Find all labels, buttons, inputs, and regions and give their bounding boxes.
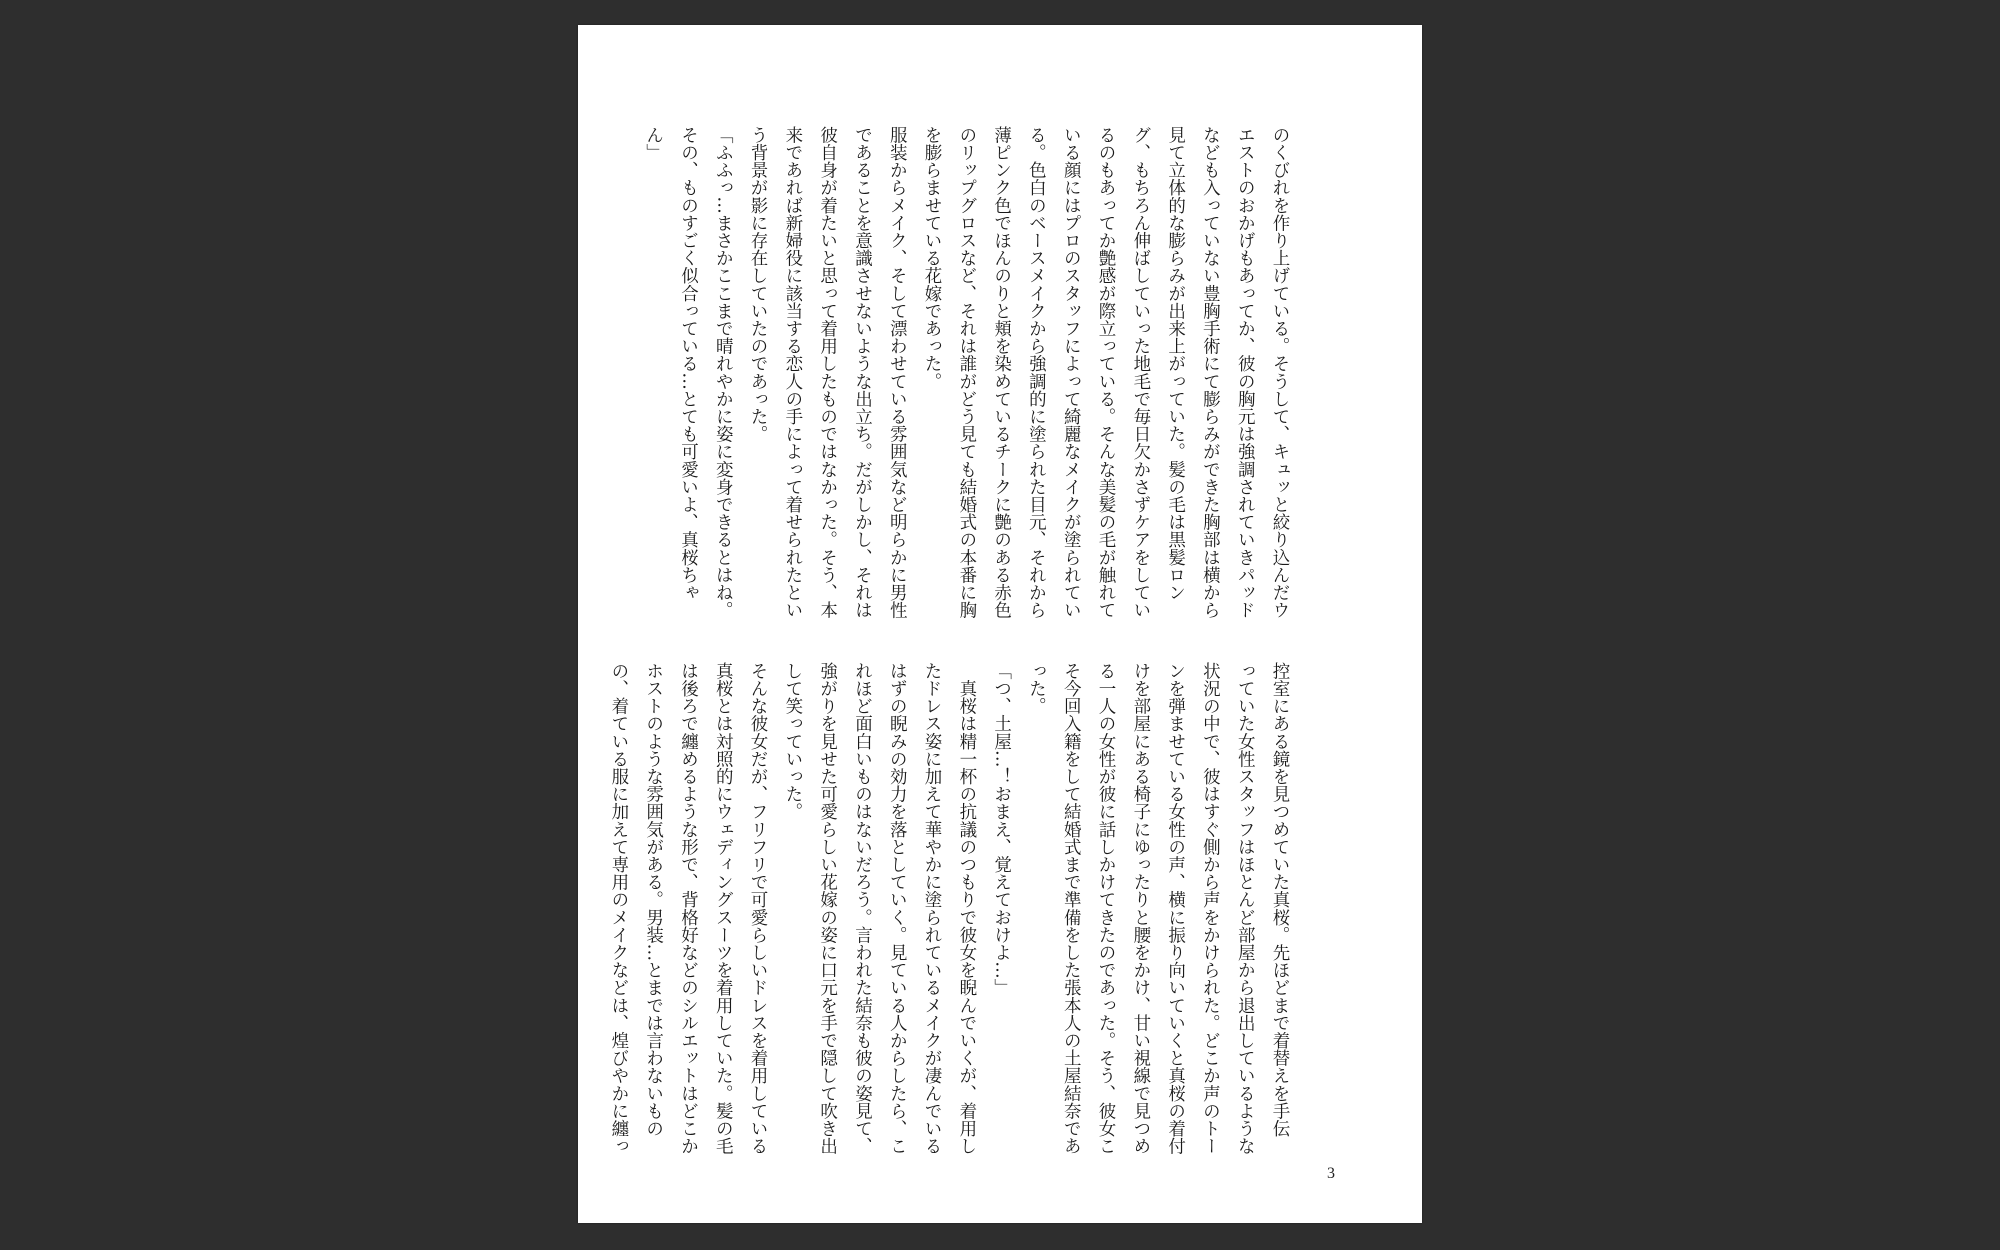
text-column: の、着ている服に加えて専用のメイクなどは、煌びやかに纏っ — [608, 662, 629, 1155]
text-column: 状況の中で、彼はすぐ側から声をかけられた。どこか声のトー — [1200, 662, 1221, 1155]
text-column: った。 — [1026, 662, 1047, 715]
text-column: であることを意識させないような出立ち。だがしかし、それは — [852, 126, 873, 619]
text-column: 真桜とは対照的にウェディングスーツを着用していた。髪の毛 — [713, 662, 734, 1155]
text-column: 「つ、土屋…！おまえ、覚えておけよ…」 — [991, 662, 1012, 997]
text-column: のくびれを作り上げている。そうして、キュッと絞り込んだウ — [1270, 126, 1290, 619]
text-column: いる顔にはプロのスタッフによって綺麗なメイクが塗られてい — [1061, 126, 1082, 619]
page-number: 3 — [1327, 1165, 1335, 1182]
text-column: 強がりを見せた可愛らしい花嫁の姿に口元を手で隠して吹き出 — [817, 662, 838, 1155]
text-column: そんな彼女だが、フリフリで可愛らしいドレスを着用している — [748, 662, 769, 1155]
text-column: けを部屋にある椅子にゆったりと腰をかけ、甘い視線で見つめ — [1130, 662, 1151, 1155]
document-page — [578, 25, 1422, 1223]
text-column: そ今回入籍をして結婚式まで準備をした張本人の土屋結奈であ — [1061, 662, 1082, 1155]
text-column: たドレス姿に加えて華やかに塗られているメイクが凄んでいる — [922, 662, 943, 1155]
text-column: れほど面白いものはないだろう。言われた結奈も彼の姿見て、 — [852, 662, 873, 1155]
text-column: る一人の女性が彼に話しかけてきたのであった。そう、彼女こ — [1096, 662, 1117, 1155]
text-column: るのもあってか艶感が際立っている。そんな美髪の毛が触れて — [1096, 126, 1117, 619]
text-column: は後ろで纏めるような形で、背格好などのシルエットはどこか — [678, 662, 699, 1155]
text-column: 来であれば新婦役に該当する恋人の手によって着せられたとい — [782, 126, 803, 619]
upper-text-block — [636, 126, 1297, 626]
text-column: ホストのような雰囲気がある。男装…とまでは言わないもの — [643, 662, 664, 1138]
text-column: を膨らませている花嫁であった。 — [922, 126, 943, 390]
text-column: その、ものすごく似合っている…とても可愛いよ、真桜ちゃ — [678, 126, 699, 602]
text-column: なども入っていない豊胸手術にて膨らみができた胸部は横から — [1200, 126, 1221, 619]
text-column: 控室にある鏡を見つめていた真桜。先ほどまで着替えを手伝 — [1270, 662, 1290, 1138]
text-column: はずの睨みの効力を落としていく。見ている人からしたら、こ — [887, 662, 908, 1155]
text-column: ん」 — [643, 126, 664, 162]
text-column: 薄ピンク色でほんのりと頬を染めているチークに艶のある赤色 — [991, 126, 1012, 619]
text-column: る。色白のベースメイクから強調的に塗られた目元、それから — [1026, 126, 1047, 619]
text-column: エストのおかげもあってか、彼の胸元は強調されていきパッド — [1235, 126, 1256, 619]
text-column: 「ふふっ…まさかここまで晴れやかに姿に変身できるとはね。 — [713, 126, 734, 619]
text-column: のリップグロスなど、それは誰がどう見ても結婚式の本番に胸 — [956, 126, 977, 619]
text-column: ンを弾ませている女性の声、横に振り向いていくと真桜の着付 — [1165, 662, 1186, 1155]
text-column: 服装からメイク、そして漂わせている雰囲気など明らかに男性 — [887, 126, 908, 619]
text-column: っていた女性スタッフはほとんど部屋から退出しているような — [1235, 662, 1256, 1155]
text-column: グ、もちろん伸ばしていった地毛で毎日欠かさずケアをしてい — [1130, 126, 1151, 619]
text-column: う背景が影に存在していたのであった。 — [748, 126, 769, 443]
text-column: して笑っていった。 — [782, 662, 803, 821]
lower-text-block — [601, 662, 1297, 1162]
text-column: 彼自身が着たいと思って着用したものではなかった。そう、本 — [817, 126, 838, 619]
text-column: 見て立体的な膨らみが出来上がっていた。髪の毛は黒髪ロン — [1165, 126, 1186, 602]
text-column: 真桜は精一杯の抗議のつもりで彼女を睨んでいくが、着用し — [956, 662, 977, 1155]
